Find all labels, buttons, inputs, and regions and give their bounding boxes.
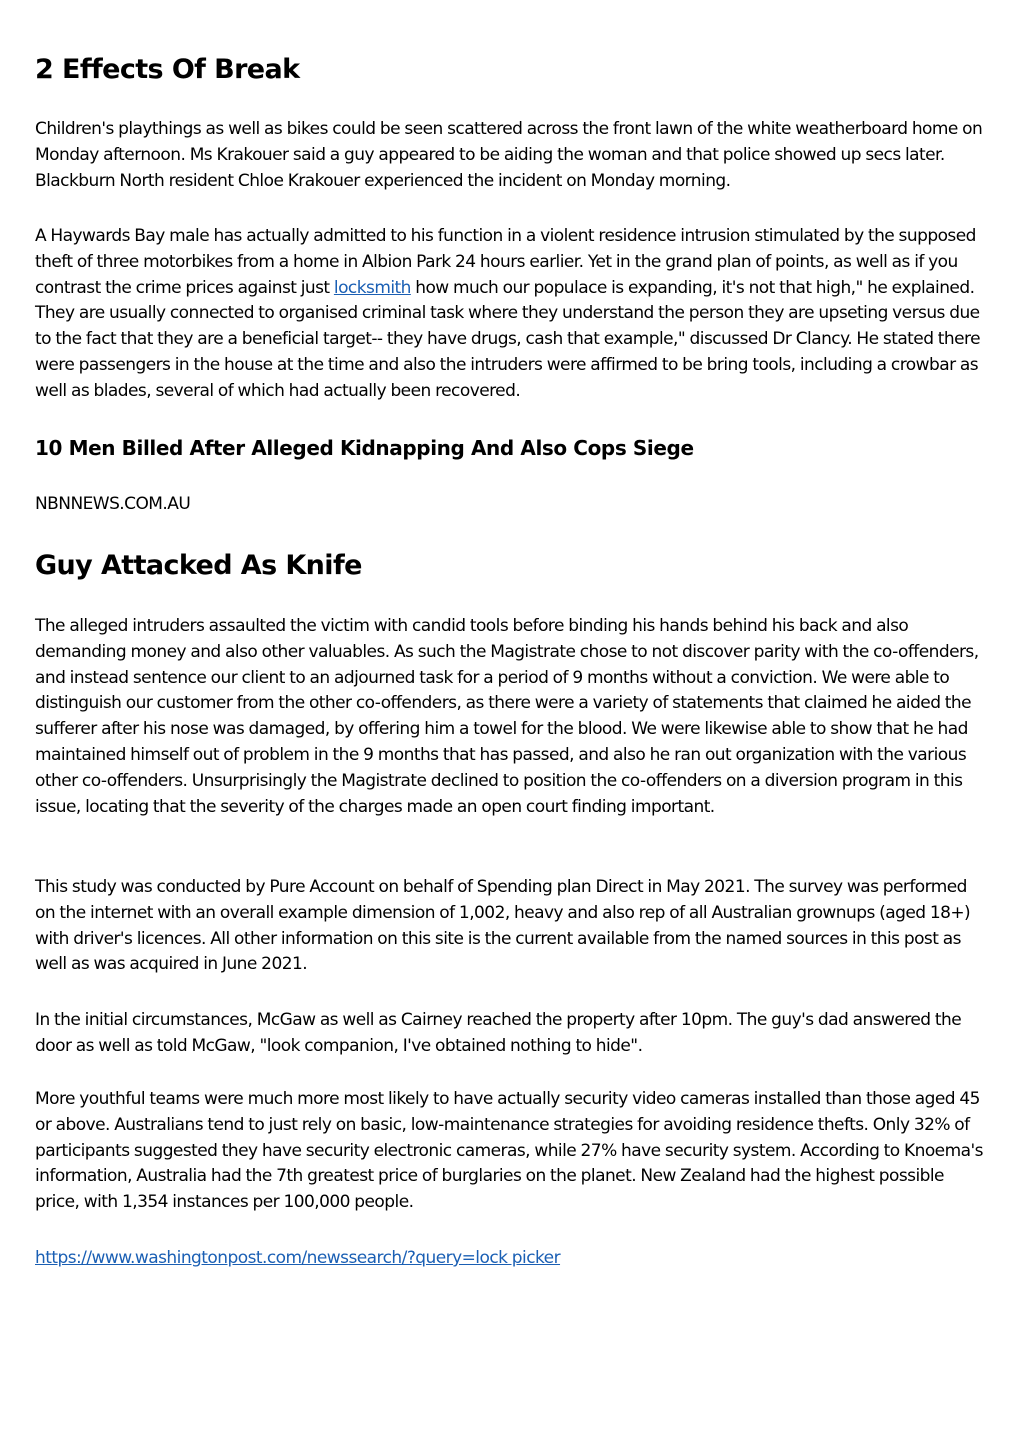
locksmith-link[interactable]: locksmith bbox=[333, 277, 411, 298]
paragraph-childrens-playthings: Children's playthings as well as bikes could be seen scattered across the front lawn of the white weatherboard home on Monday afternoon. Ms Krakouer said a guy appeared to be aiding the woman and that police showed up secs later. Blackburn North resident Chloe Krakouer experienced the incident on Monday morning. bbox=[35, 119, 983, 191]
heading-men-billed: 10 Men Billed After Alleged Kidnapping And Also Cops Siege bbox=[35, 436, 694, 460]
footer-link-paragraph bbox=[35, 1246, 989, 1272]
heading-guy-attacked: Guy Attacked As Knife bbox=[35, 550, 362, 581]
paragraph-text-before-link: A Haywards Bay male has actually admitted to his function in a violent residence intrusion stimulated by the supposed theft of three motorbikes from a home in Albion Park 24 hours earlier. Yet in the grand plan of points, as well as if you contrast the crime prices against just bbox=[35, 226, 976, 298]
paragraph-youthful-teams: More youthful teams were much more most likely to have actually security video cameras installed than those aged 45 or above. Australians tend to just rely on basic, low-maintenance strategies for avoiding residence thefts. Only 32% of participants suggested they have security electronic cameras, while 27% have security system. According to Knoema's information, Australia had the 7th greatest price of burglaries on the planet. New Zealand had the highest possible price, with 1,354 instances per 100,000 people. bbox=[35, 1089, 983, 1213]
washingtonpost-link[interactable]: https://www.washingtonpost.com/newssearch/?query=lock picker bbox=[35, 1248, 561, 1268]
paragraph-haywards-bay bbox=[35, 224, 989, 405]
source-label: NBNNEWS.COM.AU bbox=[35, 494, 191, 514]
paragraph-text-after-link: how much our populace is expanding, it's not that high," he explained. They are usually connected to organised criminal task where they understand the person they are upseting versus due to the fact that they are a beneficial target-- they have drugs, cash that example," discussed Dr Clancy. He stated there were passengers in the house at the time and also the intruders were affirmed to be bring tools, including a crowbar as well as blades, several of which had actually been recovered. bbox=[35, 277, 981, 401]
heading-effects-of-break: 2 Effects Of Break bbox=[35, 54, 300, 85]
paragraph-alleged-intruders: The alleged intruders assaulted the victim with candid tools before binding his hands behind his back and also demanding money and also other valuables. As such the Magistrate chose to not discover parity with the co-offenders, and instead sentence our client to an adjourned task for a period of 9 months without a conviction. We were able to distinguish our customer from the other co-offenders, as there were a variety of statements that claimed he aided the sufferer after his nose was damaged, by offering him a towel for the blood. We were likewise able to show that he had maintained himself out of problem in the 9 months that has passed, and also he ran out organization with the various other co-offenders. Unsurprisingly the Magistrate declined to position the co-offenders on a diversion program in this issue, locating that the severity of the charges made an open court finding important. bbox=[35, 616, 979, 817]
paragraph-initial-circumstances: In the initial circumstances, McGaw as well as Cairney reached the property after 10pm. The guy's dad answered the door as well as told McGaw, "look companion, I've obtained nothing to hide". bbox=[35, 1010, 962, 1056]
paragraph-study-conducted: This study was conducted by Pure Account on behalf of Spending plan Direct in May 2021. The survey was performed on the internet with an overall example dimension of 1,002, heavy and also rep of all Australian grownups (aged 18+) with driver's licences. All other information on this site is the current available from the named sources in this post as well as was acquired in June 2021. bbox=[35, 877, 971, 975]
